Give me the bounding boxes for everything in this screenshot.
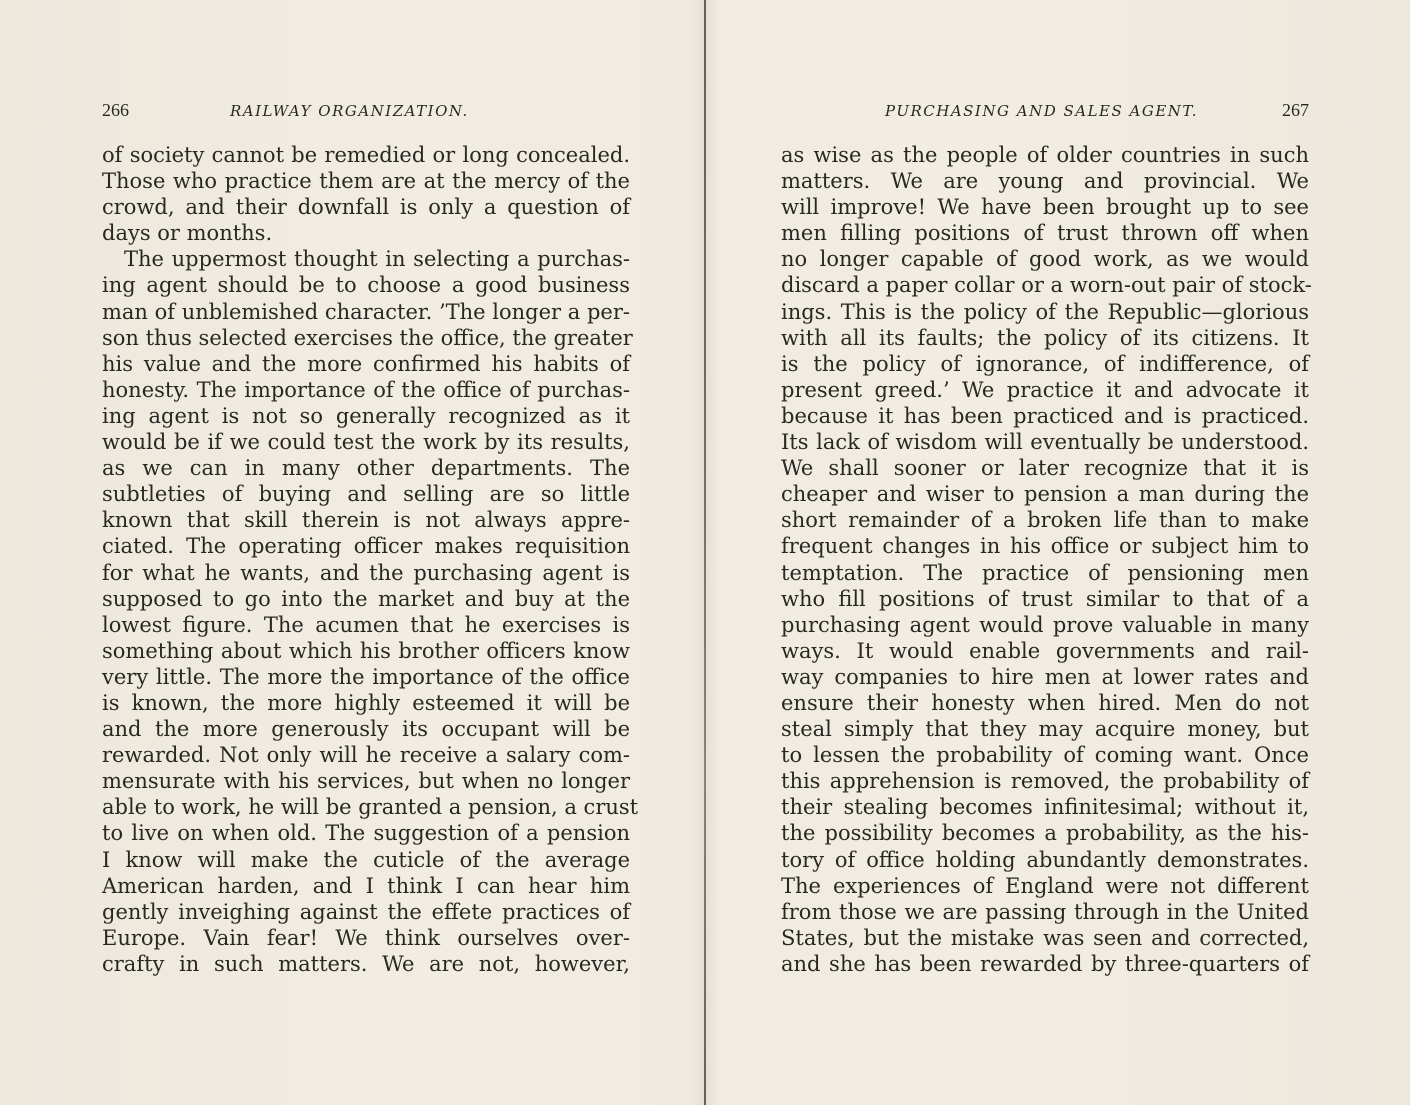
text-line: known that skill therein is not always appre- <box>102 508 630 533</box>
text-line: cheaper and wiser to pension a man during the <box>781 482 1309 507</box>
left-page <box>102 0 639 1105</box>
left-page-body <box>102 142 639 977</box>
text-line: lowest figure. The acumen that he exercises is <box>102 612 630 637</box>
text-line: way companies to hire men at lower rates and <box>781 664 1309 689</box>
text-line: purchasing agent would prove valuable in many <box>781 612 1309 637</box>
text-line: matters. We are young and provincial. We <box>781 169 1309 194</box>
text-line: American harden, and I think I can hear him <box>102 873 630 898</box>
text-line: is known, the more highly esteemed it will be <box>102 690 630 715</box>
text-line: men filling positions of trust thrown off when <box>781 221 1309 246</box>
left-page-header <box>102 100 630 124</box>
text-line: The experiences of England were not different <box>781 873 1309 898</box>
text-line: for what he wants, and the purchasing agent is <box>102 560 630 585</box>
text-line: to lessen the probability of coming want. Once <box>781 743 1309 768</box>
text-line: no longer capable of good work, as we would <box>781 247 1309 272</box>
right-page-body <box>781 142 1312 977</box>
text-line: man of unblemished character. ’The longer a per- <box>102 299 630 324</box>
text-line: temptation. The practice of pensioning men <box>781 560 1309 585</box>
text-line: is the policy of ignorance, of indifference, of <box>781 351 1309 376</box>
text-line: discard a paper collar or a worn-out pair of stock- <box>781 273 1312 298</box>
text-line: will improve! We have been brought up to see <box>781 195 1309 220</box>
text-line: from those we are passing through in the United <box>781 899 1309 924</box>
text-line: as we can in many other departments. The <box>102 456 630 481</box>
text-line: mensurate with his services, but when no longer <box>102 769 630 794</box>
text-line: because it has been practiced and is practiced. <box>781 403 1309 428</box>
right-page-header <box>781 100 1309 124</box>
text-line: and she has been rewarded by three-quarters of <box>781 951 1309 976</box>
text-line: ings. This is the policy of the Republic—glorious <box>781 299 1309 324</box>
text-line: ing agent is not so generally recognized as it <box>102 403 630 428</box>
text-line: able to work, he will be granted a pension, a crust <box>102 795 639 820</box>
text-line: the possibility becomes a probability, as the his- <box>781 821 1309 846</box>
text-line: present greed.’ We practice it and advocate it <box>781 377 1309 402</box>
text-line: We shall sooner or later recognize that it is <box>781 456 1309 481</box>
text-line: days or months. <box>102 221 273 246</box>
text-line: of society cannot be remedied or long concealed. <box>102 143 630 167</box>
text-line: this apprehension is removed, the probability of <box>781 769 1309 794</box>
text-line: to live on when old. The suggestion of a pension <box>102 821 630 846</box>
text-line: I know will make the cuticle of the average <box>102 847 630 872</box>
text-line: son thus selected exercises the office, the greater <box>102 325 633 350</box>
text-line: States, but the mistake was seen and corrected, <box>781 925 1309 950</box>
right-page <box>781 0 1312 1105</box>
text-line: crowd, and their downfall is only a question of <box>102 195 630 220</box>
text-line: crafty in such matters. We are not, however, <box>102 951 630 976</box>
text-line: short remainder of a broken life than to make <box>781 508 1309 533</box>
text-line: frequent changes in his office or subject him to <box>781 534 1309 559</box>
text-line: very little. The more the importance of the office <box>102 664 630 689</box>
text-line: tory of office holding abundantly demonstrates. <box>781 847 1309 872</box>
right-running-head: PURCHASING AND SALES AGENT. <box>885 102 1199 120</box>
text-line: Those who practice them are at the mercy of the <box>102 169 630 194</box>
text-line: with all its faults; the policy of its citizens. It <box>781 325 1309 350</box>
text-line: The uppermost thought in selecting a purchas- <box>124 247 630 272</box>
text-line: Its lack of wisdom will eventually be understood. <box>781 430 1309 455</box>
text-line: who fill positions of trust similar to that of a <box>781 586 1309 611</box>
text-line: something about which his brother officers know <box>102 638 630 663</box>
text-line: ways. It would enable governments and rail- <box>781 638 1309 663</box>
text-line: his value and the more confirmed his habits of <box>102 351 630 376</box>
text-line: would be if we could test the work by its results, <box>102 430 630 455</box>
text-line: honesty. The importance of the office of purchas- <box>102 377 630 402</box>
text-line: supposed to go into the market and buy at the <box>102 586 630 611</box>
text-line: as wise as the people of older countries in such <box>781 143 1309 167</box>
text-line: rewarded. Not only will he receive a salary com- <box>102 743 630 768</box>
text-line: Europe. Vain fear! We think ourselves over- <box>102 925 630 950</box>
right-page-number: 267 <box>1282 100 1309 120</box>
book-gutter <box>704 0 706 1105</box>
left-page-number: 266 <box>102 100 129 120</box>
text-line: their stealing becomes infinitesimal; without it, <box>781 795 1309 820</box>
text-line: subtleties of buying and selling are so little <box>102 482 630 507</box>
text-line: and the more generously its occupant will be <box>102 717 630 742</box>
text-line: steal simply that they may acquire money, but <box>781 717 1309 742</box>
text-line: ciated. The operating officer makes requisition <box>102 534 630 559</box>
left-running-head: RAILWAY ORGANIZATION. <box>230 102 469 120</box>
text-line: ing agent should be to choose a good business <box>102 273 630 298</box>
text-line: ensure their honesty when hired. Men do not <box>781 690 1309 715</box>
text-line: gently inveighing against the effete practices of <box>102 899 630 924</box>
